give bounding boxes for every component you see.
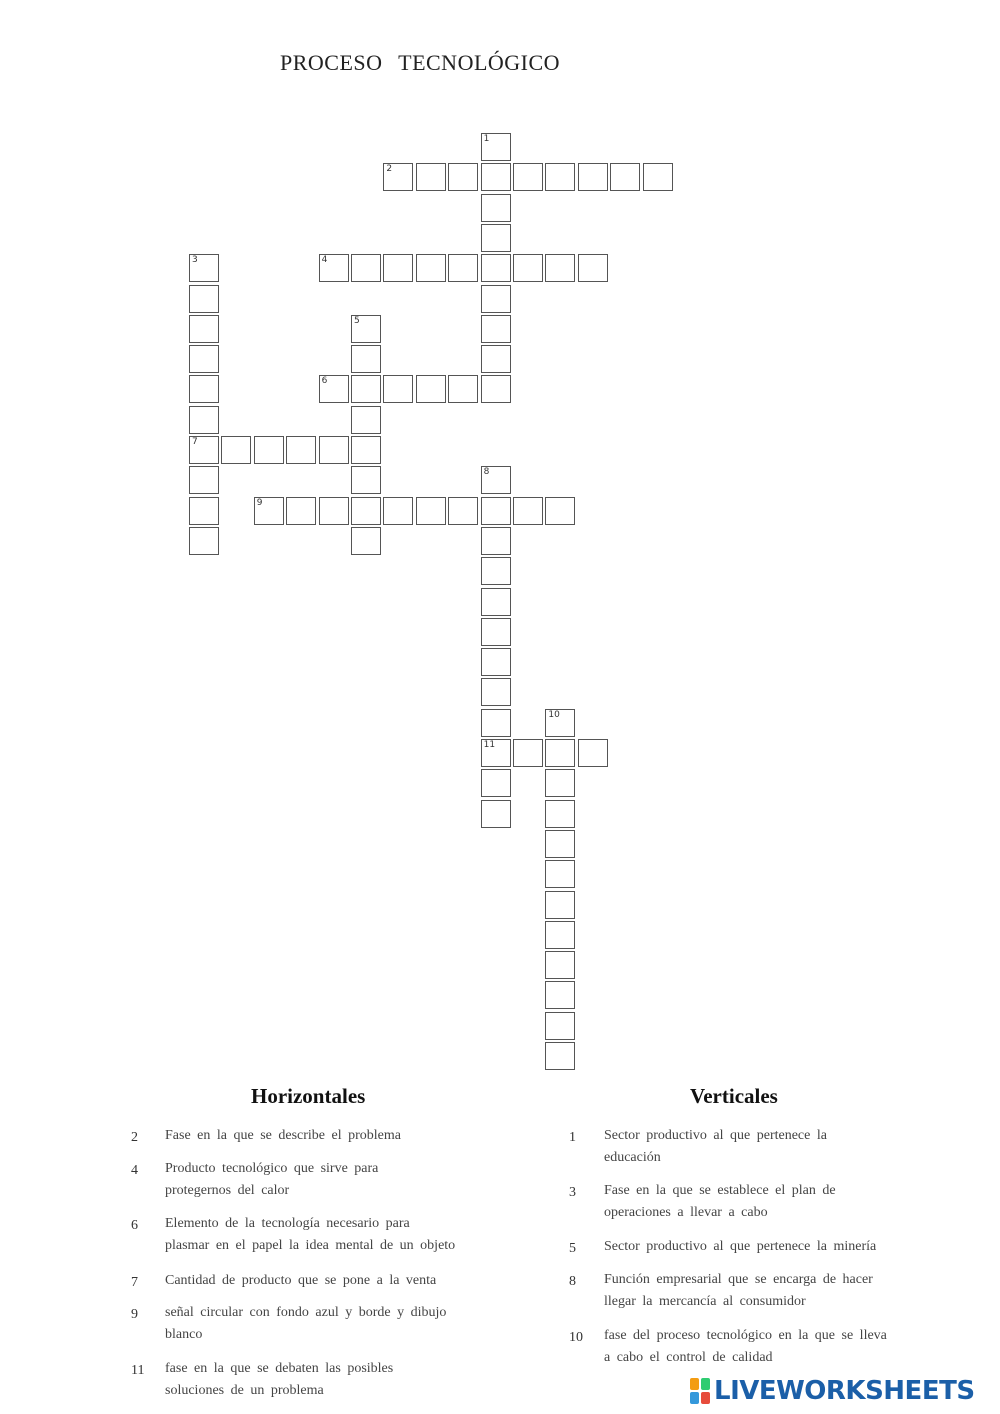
crossword-cell[interactable] [189,497,219,525]
clue-text [604,1325,887,1369]
clue-line: Sector productivo al que pertenece la [604,1128,827,1143]
crossword-cell[interactable] [254,497,284,525]
crossword-cell[interactable] [481,678,511,706]
crossword-cell[interactable] [221,436,251,464]
crossword-cell[interactable] [481,254,511,282]
clue-line: llegar la mercancía al consumidor [604,1294,806,1309]
clue-text [604,1236,876,1258]
crossword-cell[interactable] [513,497,543,525]
crossword-cell[interactable] [254,436,284,464]
crossword-cell[interactable] [383,375,413,403]
clue-text [165,1213,455,1257]
crossword-cell[interactable] [319,375,349,403]
verticales-heading: Verticales [690,1084,778,1108]
clue-number: 11 [131,1363,145,1378]
crossword-cell[interactable] [189,345,219,373]
clue-line: plasmar en el papel la idea mental de un objeto [165,1238,456,1253]
crossword-cell[interactable] [319,497,349,525]
logo-icon-tile [701,1378,710,1390]
crossword-cell[interactable] [481,224,511,252]
crossword-cell[interactable] [448,375,478,403]
clue-line: operaciones a llevar a cabo [604,1205,768,1220]
clue-number-label: 4 [321,255,328,266]
clue-number-label: 8 [483,467,490,478]
horizontales-heading: Horizontales [251,1084,366,1108]
crossword-cell[interactable] [351,436,381,464]
crossword-cell[interactable] [481,315,511,343]
crossword-cell[interactable] [416,163,446,191]
clue-number: 8 [569,1274,576,1289]
crossword-cell[interactable] [481,588,511,616]
clue-text [604,1180,836,1224]
crossword-cell[interactable] [481,375,511,403]
logo-icon-tile [701,1392,710,1404]
crossword-cell[interactable] [448,254,478,282]
crossword-cell[interactable] [383,497,413,525]
crossword-cell[interactable] [189,375,219,403]
crossword-cell[interactable] [189,527,219,555]
clue-line: soluciones de un problema [165,1383,324,1398]
crossword-cell[interactable] [416,497,446,525]
crossword-cell[interactable] [286,436,316,464]
crossword-cell[interactable] [578,739,608,767]
clue-number: 1 [569,1130,576,1145]
crossword-cell[interactable] [286,497,316,525]
crossword-cell[interactable] [416,254,446,282]
clue-text [604,1269,873,1313]
clue-number: 10 [569,1330,583,1345]
clue-number: 6 [131,1218,138,1233]
clue-line: señal circular con fondo azul y borde y dibujo [165,1305,447,1320]
liveworksheets-logo-text: LIVEWORKSHEETS [714,1376,975,1406]
crossword-cell[interactable] [189,406,219,434]
clue-number: 9 [131,1307,138,1322]
clue-line: Sector productivo al que pertenece la minería [604,1239,877,1254]
crossword-cell[interactable] [545,891,575,919]
clue-text [165,1158,378,1202]
crossword-cell[interactable] [545,860,575,888]
crossword-cell[interactable] [351,466,381,494]
crossword-cell[interactable] [481,800,511,828]
crossword-cell[interactable] [383,163,413,191]
crossword-cell[interactable] [545,981,575,1009]
crossword-cell[interactable] [513,739,543,767]
crossword-cell[interactable] [481,285,511,313]
crossword-cell[interactable] [481,194,511,222]
crossword-cell[interactable] [545,163,575,191]
crossword-cell[interactable] [189,315,219,343]
crossword-cell[interactable] [545,830,575,858]
crossword-cell[interactable] [545,1012,575,1040]
clue-number: 2 [131,1130,138,1145]
crossword-cell[interactable] [351,497,381,525]
crossword-cell[interactable] [351,406,381,434]
clue-number-label: 9 [256,497,263,508]
crossword-cell[interactable] [545,739,575,767]
crossword-cell[interactable] [319,254,349,282]
liveworksheets-logo-icon [690,1378,710,1404]
worksheet-title: PROCESO TECNOLÓGICO [280,50,561,75]
crossword-cell[interactable] [189,466,219,494]
crossword-cell[interactable] [481,769,511,797]
clue-line: fase del proceso tecnológico en la que se lleva [604,1328,887,1343]
crossword-cell[interactable] [481,163,511,191]
crossword-cell[interactable] [545,709,575,737]
clue-number: 5 [569,1241,576,1256]
crossword-cell[interactable] [416,375,446,403]
clue-text [604,1125,827,1169]
crossword-cell[interactable] [189,285,219,313]
crossword-cell[interactable] [189,436,219,464]
logo-icon-tile [690,1392,699,1404]
crossword-cell[interactable] [481,557,511,585]
clue-line: protegernos del calor [165,1183,290,1198]
crossword-cell[interactable] [481,497,511,525]
clue-line: blanco [165,1327,203,1342]
clue-number-label: 1 [483,134,490,144]
clue-number: 3 [569,1185,576,1200]
clue-number-label: 10 [548,709,560,720]
crossword-cell[interactable] [513,254,543,282]
crossword-cell[interactable] [610,163,640,191]
crossword-cell[interactable] [481,709,511,737]
crossword-cell[interactable] [545,769,575,797]
clue-text [165,1302,446,1346]
clue-number: 4 [131,1163,138,1178]
clue-number-label: 11 [483,740,496,750]
crossword-cell[interactable] [545,951,575,979]
clue-line: Cantidad de producto que se pone a la venta [165,1273,437,1288]
crossword-cell[interactable] [513,163,543,191]
crossword-cell[interactable] [545,254,575,282]
crossword-cell[interactable] [545,921,575,949]
clue-number-label: 7 [192,437,198,447]
clue-line: Función empresarial que se encarga de hacer [604,1272,873,1287]
clue-line: Producto tecnológico que sirve para [165,1161,379,1176]
clue-number-label: 2 [386,164,393,175]
logo-icon-tile [690,1378,699,1390]
crossword-cell[interactable] [481,345,511,373]
crossword-cell[interactable] [578,163,608,191]
clue-line: Elemento de la tecnología necesario para [165,1216,410,1231]
crossword-cell[interactable] [578,254,608,282]
clue-line: a cabo el control de calidad [604,1350,773,1365]
crossword-cell[interactable] [448,163,478,191]
crossword-cell[interactable] [319,436,349,464]
clue-number-label: 5 [354,315,360,326]
crossword-cell[interactable] [481,739,511,767]
clue-number: 7 [131,1275,138,1290]
crossword-cell[interactable] [383,254,413,282]
crossword-cell[interactable] [545,1042,575,1070]
crossword-cell[interactable] [351,375,381,403]
crossword-cell[interactable] [481,618,511,646]
crossword-cell[interactable] [351,254,381,282]
crossword-cell[interactable] [189,254,219,282]
clue-line: fase en la que se debaten las posibles [165,1361,394,1376]
clue-line: Fase en la que se describe el problema [165,1128,401,1143]
crossword-cell[interactable] [481,466,511,494]
crossword-cell[interactable] [351,315,381,343]
crossword-cell[interactable] [643,163,673,191]
clue-text [165,1270,436,1292]
clue-line: educación [604,1150,661,1165]
crossword-cell[interactable] [448,497,478,525]
clue-text [165,1125,401,1147]
crossword-cell[interactable] [351,527,381,555]
clue-number-label: 6 [321,376,328,387]
liveworksheets-logo [690,1376,975,1406]
clue-number-label: 3 [192,255,198,266]
crossword-cell[interactable] [481,527,511,555]
crossword-cell[interactable] [481,648,511,676]
crossword-cell[interactable] [351,345,381,373]
crossword-cell[interactable] [545,497,575,525]
clue-line: Fase en la que se establece el plan de [604,1183,836,1198]
crossword-cell[interactable] [545,800,575,828]
clue-text [165,1358,393,1402]
crossword-cell[interactable] [481,133,511,161]
